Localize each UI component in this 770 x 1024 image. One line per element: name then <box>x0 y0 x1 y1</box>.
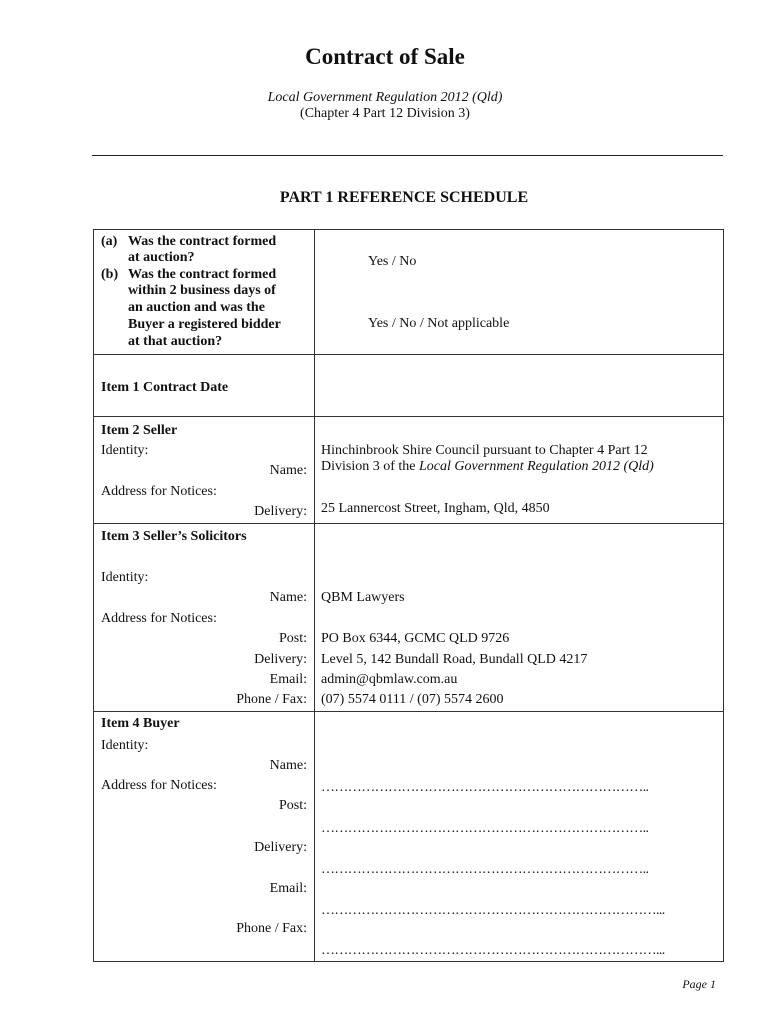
item2-heading: Item 2 Seller <box>101 423 178 438</box>
item3-name-value: QBM Lawyers <box>321 590 405 605</box>
item4-heading: Item 4 Buyer <box>101 716 180 731</box>
part-heading: PART 1 REFERENCE SCHEDULE <box>279 189 529 206</box>
item3-delivery-value: Level 5, 142 Bundall Road, Bundall QLD 4217 <box>321 652 588 667</box>
question-b-line: an auction and was the <box>128 300 265 315</box>
item2-delivery-label: Delivery: <box>254 504 307 519</box>
item3-heading: Item 3 Seller’s Solicitors <box>101 529 247 544</box>
item3-delivery-label: Delivery: <box>254 652 307 667</box>
buyer-phone-blank[interactable]: …………………………………………………………………... <box>321 943 665 958</box>
table-row-divider <box>93 354 724 355</box>
item4-name-label: Name: <box>269 758 307 773</box>
table-row-divider <box>93 711 724 712</box>
table-column-divider <box>314 229 315 962</box>
buyer-delivery-blank[interactable]: ……………………………………………………………….. <box>321 862 649 877</box>
item4-identity-label: Identity: <box>101 738 149 753</box>
horizontal-rule <box>92 155 723 156</box>
document-subtitle: Local Government Regulation 2012 (Qld) <box>267 90 503 105</box>
answer-a: Yes / No <box>368 254 417 269</box>
item2-name-value-line1: Hinchinbrook Shire Council pursuant to Chapter 4 Part 12 <box>321 443 648 458</box>
question-b-line: at that auction? <box>128 334 223 349</box>
question-a-line: Was the contract formed <box>128 234 277 249</box>
item3-post-value: PO Box 6344, GCMC QLD 9726 <box>321 631 510 646</box>
buyer-post-blank[interactable]: ……………………………………………………………….. <box>321 821 649 836</box>
item4-post-label: Post: <box>278 798 307 813</box>
item4-phone-label: Phone / Fax: <box>236 921 307 936</box>
item3-address-label: Address for Notices: <box>101 611 217 626</box>
item3-phone-value: (07) 5574 0111 / (07) 5574 2600 <box>321 692 504 707</box>
item3-name-label: Name: <box>269 590 307 605</box>
item2-name-value-line2: Division 3 of the Local Government Regulation 2012 (Qld) <box>321 459 654 474</box>
table-row-divider <box>93 416 724 417</box>
item4-address-label: Address for Notices: <box>101 778 217 793</box>
document-subtitle-reference: (Chapter 4 Part 12 Division 3) <box>300 106 470 121</box>
item2-address-label: Address for Notices: <box>101 484 217 499</box>
item1-heading: Item 1 Contract Date <box>101 380 229 395</box>
item2-delivery-value: 25 Lannercost Street, Ingham, Qld, 4850 <box>321 501 550 516</box>
table-row-divider <box>93 523 724 524</box>
question-b-label: (b) <box>101 267 119 282</box>
question-b-line: within 2 business days of <box>128 283 276 298</box>
buyer-name-blank[interactable]: ……………………………………………………………….. <box>321 780 649 795</box>
item3-phone-label: Phone / Fax: <box>236 692 307 707</box>
page-number: Page 1 <box>682 977 716 991</box>
item2-identity-label: Identity: <box>101 443 149 458</box>
question-a-label: (a) <box>101 234 118 249</box>
answer-b: Yes / No / Not applicable <box>368 316 510 331</box>
item2-name-label: Name: <box>269 463 307 478</box>
question-a-line: at auction? <box>128 250 195 265</box>
buyer-email-blank[interactable]: …………………………………………………………………... <box>321 903 665 918</box>
item4-email-label: Email: <box>269 881 307 896</box>
question-b-line: Buyer a registered bidder <box>128 317 281 332</box>
item3-email-label: Email: <box>269 672 307 687</box>
item3-email-value: admin@qbmlaw.com.au <box>321 672 458 687</box>
question-b-line: Was the contract formed <box>128 267 277 282</box>
document-title: Contract of Sale <box>305 44 465 69</box>
item3-identity-label: Identity: <box>101 570 149 585</box>
item4-delivery-label: Delivery: <box>254 840 307 855</box>
item3-post-label: Post: <box>278 631 307 646</box>
